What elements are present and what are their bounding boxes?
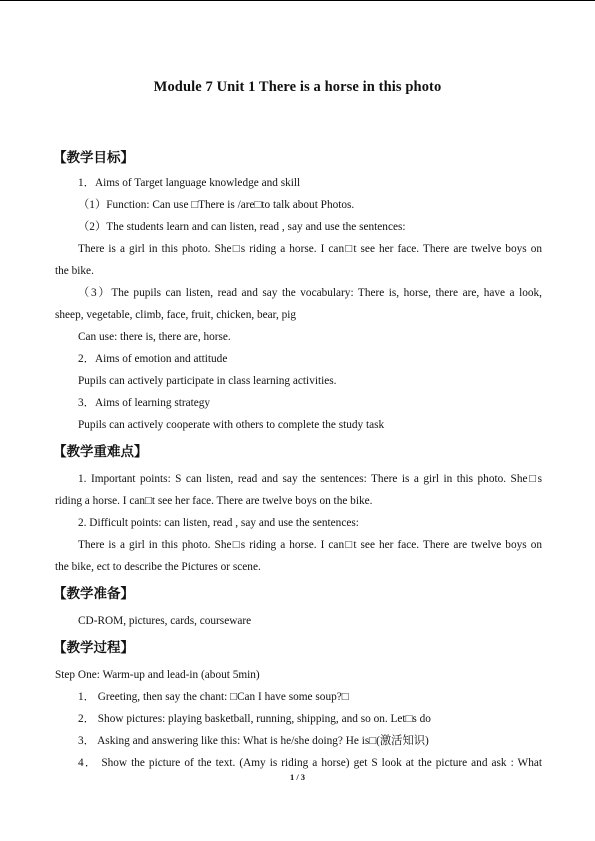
section-heading-preparation: 【教学准备】 bbox=[53, 586, 134, 602]
goal-line-2: （1）Function: Can use □There is /are□to talk about Photos. bbox=[78, 199, 355, 211]
process-step-one: Step One: Warm-up and lead-in (about 5min) bbox=[55, 669, 260, 681]
process-item-1: 1． Greeting, then say the chant: □Can I have some soup?□ bbox=[78, 691, 349, 703]
process-item-4: 4． Show the picture of the text. (Amy is riding a horse) get S look at the picture and ask : What bbox=[78, 757, 542, 769]
goal-line-11: 3．Aims of learning strategy bbox=[78, 397, 211, 409]
goal-line-9: 2．Aims of emotion and attitude bbox=[78, 353, 228, 365]
section-heading-key-points: 【教学重难点】 bbox=[53, 444, 148, 460]
top-rule bbox=[0, 0, 595, 1]
key-line-3: 2. Difficult points: can listen, read , say and use the sentences: bbox=[78, 517, 359, 529]
key-line-5: the bike, ect to describe the Pictures or scene. bbox=[55, 561, 261, 573]
key-line-2: riding a horse. I can□t see her face. There are twelve boys on the bike. bbox=[55, 495, 373, 507]
goal-line-7: sheep, vegetable, climb, face, fruit, chicken, bear, pig bbox=[55, 309, 297, 321]
goal-line-1: 1．Aims of Target language knowledge and skill bbox=[78, 177, 301, 189]
goal-line-10: Pupils can actively participate in class learning activities. bbox=[78, 375, 337, 387]
section-heading-process: 【教学过程】 bbox=[53, 640, 134, 656]
prep-line-1: CD-ROM, pictures, cards, courseware bbox=[78, 615, 252, 627]
page-title: Module 7 Unit 1 There is a horse in this photo bbox=[153, 79, 442, 95]
goal-line-4: There is a girl in this photo. She□s riding a horse. I can□t see her face. There are twelve boys on bbox=[78, 243, 542, 255]
key-line-4: There is a girl in this photo. She□s riding a horse. I can□t see her face. There are twelve boys on bbox=[78, 539, 542, 551]
process-item-2: 2． Show pictures: playing basketball, running, shipping, and so on. Let□s do bbox=[78, 713, 431, 725]
process-item-3: 3． Asking and answering like this: What is he/she doing? He is□(激活知识) bbox=[78, 735, 429, 747]
goal-line-3: （2）The students learn and can listen, read , say and use the sentences: bbox=[78, 221, 406, 233]
goal-line-5: the bike. bbox=[55, 265, 94, 277]
goal-line-6: （3）The pupils can listen, read and say the vocabulary: There is, horse, there are, have a look, bbox=[78, 287, 542, 299]
page-number: 1 / 3 bbox=[289, 772, 306, 782]
goal-line-8: Can use: there is, there are, horse. bbox=[78, 331, 231, 343]
goal-line-12: Pupils can actively cooperate with others to complete the study task bbox=[78, 419, 385, 431]
section-heading-goals: 【教学目标】 bbox=[53, 150, 134, 166]
key-line-1: 1. Important points: S can listen, read and say the sentences: There is a girl in this photo. She□s bbox=[78, 473, 542, 485]
